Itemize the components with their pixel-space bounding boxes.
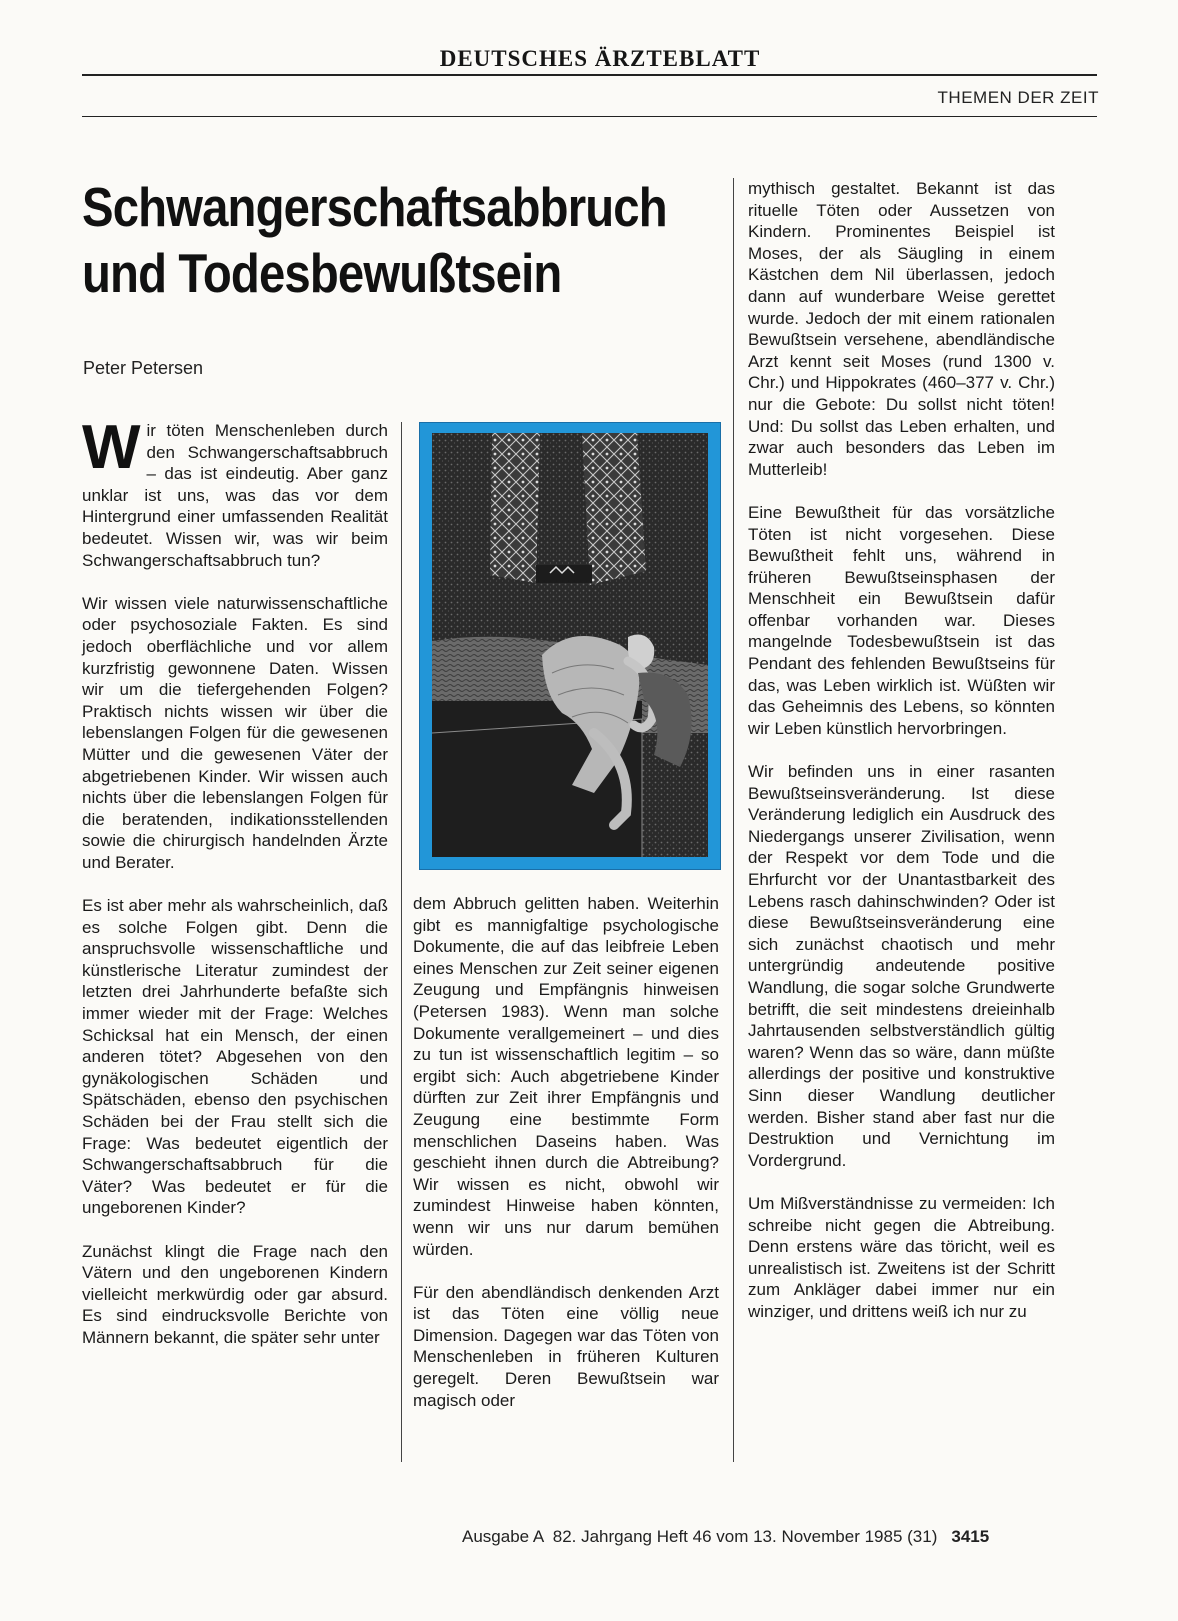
masthead: DEUTSCHES ÄRZTEBLATT [439, 46, 761, 71]
illustration-frame [419, 422, 721, 870]
column-divider-1 [401, 422, 402, 1462]
col2-paragraph-1: dem Abbruch gelitten haben. Weiterhin gibt es mannigfaltige psychologische Dokumente, die auf das leibfreie Leben eines Menschen zur Zeit seiner eigenen Zeugung und Empfängnis hinweisen (Petersen 1983). Wenn man solche Dokumente verallgemeinert – und dies zu tun ist wissenschaftlich legitim – so ergibt sich: Auch abgetriebene Kinder dürften zur Zeit ihrer Empfängnis und Zeugung eine bestimmte Form menschlichen Daseins haben. Was geschieht ihnen durch die Abtreibung? Wir wissen es nicht, obwohl wir zumindest Hinweise haben könnten, wenn wir uns nur darum bemühen würden. [413, 894, 719, 1259]
col3-paragraph-4: Um Mißverständnisse zu vermeiden: Ich schreibe nicht gegen die Abtreibung. Denn erstens wäre das töricht, weil es unrealistisch ist. Zweitens ist der Schritt zum Ankläger dabei immer nur ein winziger, und drittens weiß ich nur zu [748, 1193, 1055, 1321]
column-divider-2 [733, 178, 734, 1462]
grieving-figure-illustration [432, 433, 708, 857]
col1-paragraph-2: Wir wissen viele naturwissenschaftliche oder psychosoziale Fakten. Es sind jedoch oberflächliche und vor allem kurzfristig gewonnene Daten. Wissen wir um die tiefergehenden Folgen? Praktisch nichts wissen wir über die lebenslangen Folgen für die gewesenen Mütter und die gewesenen Väter der abgetriebenen Kinder. Wir wissen auch nichts über die lebenslangen Folgen für die beratenden, indikationsstellenden sowie die chirurgisch handelnden Ärzte und Berater. [82, 593, 388, 872]
col3-paragraph-2: Eine Bewußtheit für das vorsätzliche Töten ist nicht vorgesehen. Diese Bewußtheit fehlt uns, während in früheren Bewußtseinsphasen der Menschheit ein Bewußtsein dafür offenbar vorhanden war. Dieses mangelnde Todesbewußtsein ist das Pendant des fehlenden Bewußtseins für das, was Leben wirklich ist. Wüßten wir das Geheimnis des Lebens, so könnten wir Leben künstlich hervorbringen. [748, 502, 1055, 738]
column-3 [748, 178, 1055, 1322]
col1-paragraph-3: Es ist aber mehr als wahrscheinlich, daß es solche Folgen gibt. Denn die anspruchsvolle wissenschaftliche und künstlerische Literatur zumindest der letzten drei Jahrhunderte befaßte sich immer wieder mit der Frage: Welches Schicksal hat ein Mensch, der einen anderen tötet? Abgesehen von den gynäkologischen Schäden und Spätschäden, ebenso den psychischen Schäden bei der Frau stellt sich die Frage: Was bedeutet eigentlich der Schwangerschaftsabbruch für die Väter? Was bedeutet er für die ungeborenen Kinder? [82, 896, 388, 1218]
section-rule [82, 116, 1097, 117]
section-label: THEMEN DER ZEIT [937, 88, 1099, 107]
page-number: 3415 [951, 1527, 990, 1546]
col1-paragraph-4: Zunächst klingt die Frage nach den Vätern und den ungeborenen Kindern vielleicht merkwürdig oder gar absurd. Es sind eindrucksvolle Berichte von Männern bekannt, die später sehr unter [82, 1241, 388, 1347]
curtain-left [490, 433, 540, 583]
col2-paragraph-2: Für den abendländisch denkenden Arzt ist das Töten eine völlig neue Dimension. Dagegen war das Töten von Menschenleben in früheren Kulturen geregelt. Deren Bewußtsein war magisch oder [413, 1282, 719, 1410]
title-line-2: und Todesbewußtsein [82, 242, 562, 304]
col3-paragraph-1: mythisch gestaltet. Bekannt ist das rituelle Töten oder Aussetzen von Kindern. Prominentes Beispiel ist Moses, der als Säugling in einem Kästchen dem Nil überlassen, jedoch dann auf wunderbare Weise gerettet wurde. Jedoch der mit einem rationalen Bewußtsein versehene, abendländische Arzt kennt seit Moses (rund 1300 v. Chr.) und Hippokrates (460–377 v. Chr.) nur die Gebote: Du sollst nicht töten! Und: Du sollst das Leben erhalten, und zwar auch besonders das Leben im Mutterleib! [748, 179, 1055, 479]
issue-info: Ausgabe A 82. Jahrgang Heft 46 vom 13. November 1985 (31) [462, 1527, 938, 1546]
col3-paragraph-3: Wir befinden uns in einer rasanten Bewußtseinsveränderung. Ist diese Veränderung lediglich ein Ausdruck des Niedergangs unserer Zivilisation, wenn der Respekt vor dem Tode und die Ehrfurcht vor der Unantastbarkeit des Lebens rasch dahinschwinden? Oder ist diese Bewußtseinsveränderung eine sich zunächst chaotisch und mehr untergründig andeutende positive Wandlung, die sogar solche Grundwerte betrifft, die seit mindestens dreieinhalb Jahrtausenden selbstverständlich gültig waren? Wenn das so wäre, dann müßte allerdings der positive und konstruktive Sinn dieser Wandlung deutlicher werden. Bisher stand aber fast nur die Destruktion und Vernichtung im Vordergrund. [748, 762, 1055, 1170]
drop-cap: W [82, 413, 141, 482]
author-name: Peter Petersen [83, 358, 204, 378]
column-1 [82, 413, 388, 1349]
article-title [82, 174, 667, 306]
title-line-1: Schwangerschaftsabbruch [82, 176, 667, 238]
curtain-right [582, 433, 646, 585]
col1-paragraph-1: Wir töten Menschenleben durch den Schwangerschaftsabbruch – das ist eindeutig. Aber ganz unklar ist uns, was das vor dem Hintergrund einer umfassenden Realität bedeutet. Wissen wir, was wir beim Schwangerschaftsabbruch tun? [82, 413, 388, 570]
page-footer [462, 1527, 989, 1547]
column-2 [413, 893, 719, 1411]
masthead-rule [82, 74, 1097, 76]
curtain-hem [536, 565, 592, 583]
